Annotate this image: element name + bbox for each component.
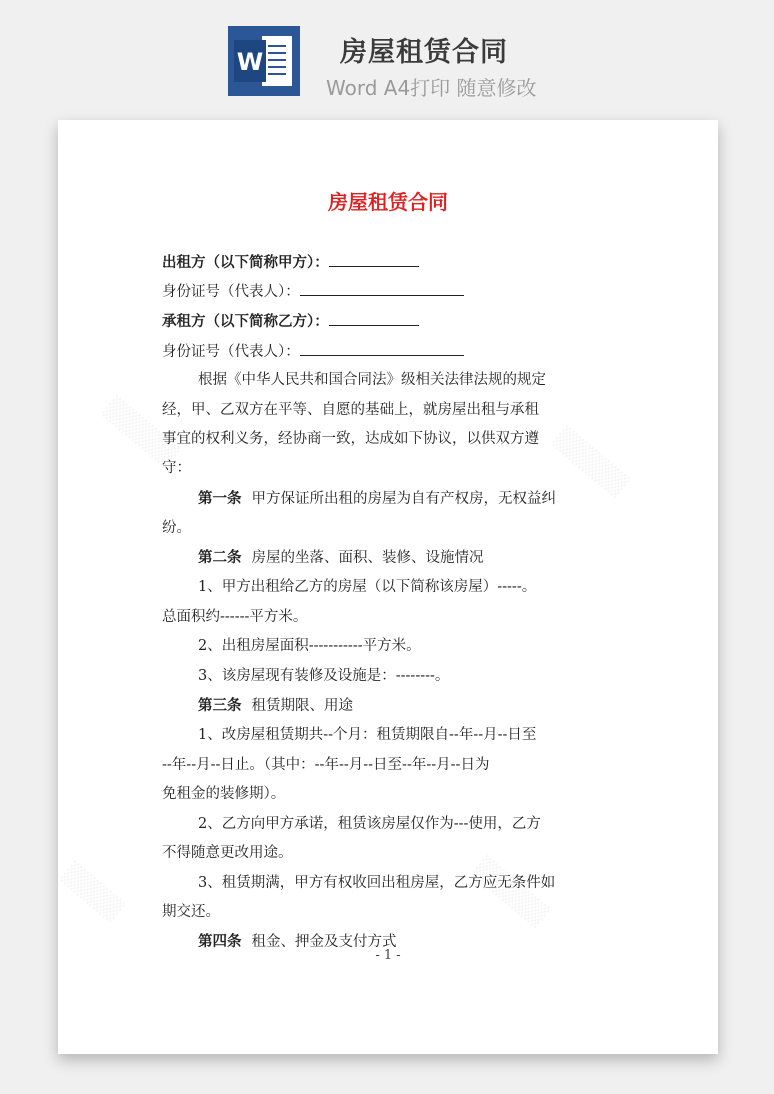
party-a-blank[interactable] xyxy=(329,252,419,267)
article-1 xyxy=(198,489,556,509)
article-3-item: 期交还。 xyxy=(162,904,220,920)
header-title: 房屋租赁合同 xyxy=(340,37,508,68)
document-title: 房屋租赁合同 xyxy=(328,190,448,214)
party-b-id-blank[interactable] xyxy=(300,341,464,356)
article-3 xyxy=(198,696,353,716)
party-b-id-line xyxy=(162,341,464,362)
article-3-text: 租赁期限、用途 xyxy=(251,698,353,714)
article-1-text: 甲方保证所出租的房屋为自有产权房，无权益纠 xyxy=(251,491,556,507)
article-2-item: 1、甲方出租给乙方的房屋（以下简称该房屋）-----。 xyxy=(198,579,537,595)
article-2 xyxy=(198,548,484,568)
article-2-item: 总面积约------平方米。 xyxy=(162,609,308,625)
header xyxy=(0,0,774,110)
preamble-line: 经，甲、乙双方在平等、自愿的基础上，就房屋出租与承租 xyxy=(162,402,539,418)
document-page xyxy=(58,120,718,1054)
article-4-head: 第四条 xyxy=(198,934,242,950)
article-3-item: --年--月--日止。（其中：--年--月--日至--年--月--日为 xyxy=(162,757,490,773)
watermark xyxy=(58,861,126,924)
party-b-line xyxy=(162,311,419,332)
page-number: - 1 - xyxy=(375,948,401,963)
party-b-id-label: 身份证号（代表人）： xyxy=(162,344,300,360)
party-b-blank[interactable] xyxy=(329,311,419,326)
preamble-line: 根据《中华人民共和国合同法》级相关法律法规的规定 xyxy=(198,372,546,388)
article-3-item: 免租金的装修期）。 xyxy=(162,786,286,802)
word-icon xyxy=(228,26,300,96)
word-icon-letter: W xyxy=(236,48,264,76)
party-a-id-blank[interactable] xyxy=(300,281,464,296)
party-a-id-label: 身份证号（代表人）： xyxy=(162,284,300,300)
article-3-item: 3、租赁期满，甲方有权收回出租房屋，乙方应无条件如 xyxy=(198,875,556,891)
article-2-item: 2、出租房屋面积-----------平方米。 xyxy=(198,638,421,654)
article-2-text: 房屋的坐落、面积、装修、设施情况 xyxy=(251,550,484,566)
article-3-item: 2、乙方向甲方承诺，租赁该房屋仅作为---使用，乙方 xyxy=(198,816,541,832)
party-a-line xyxy=(162,252,419,273)
article-4-text: 租金、押金及支付方式 xyxy=(251,934,397,950)
party-a-id-line xyxy=(162,281,464,302)
article-3-item: 不得随意更改用途。 xyxy=(162,845,293,861)
watermark xyxy=(550,426,631,500)
header-subtitle: Word A4打印 随意修改 xyxy=(326,76,537,100)
article-2-head: 第二条 xyxy=(198,550,242,566)
preamble-line: 事宜的权利义务，经协商一致，达成如下协议，以供双方遵 xyxy=(162,431,539,447)
party-a-label: 出租方（以下简称甲方）： xyxy=(162,255,329,271)
article-3-head: 第三条 xyxy=(198,698,242,714)
preamble-line: 守： xyxy=(162,460,191,476)
article-2-item: 3、该房屋现有装修及设施是：--------。 xyxy=(198,668,450,684)
article-1-head: 第一条 xyxy=(198,491,242,507)
party-b-label: 承租方（以下简称乙方）： xyxy=(162,314,329,330)
article-3-item: 1、改房屋租赁期共--个月：租赁期限自--年--月--日至 xyxy=(198,727,537,743)
article-1-cont: 纷。 xyxy=(162,520,191,536)
